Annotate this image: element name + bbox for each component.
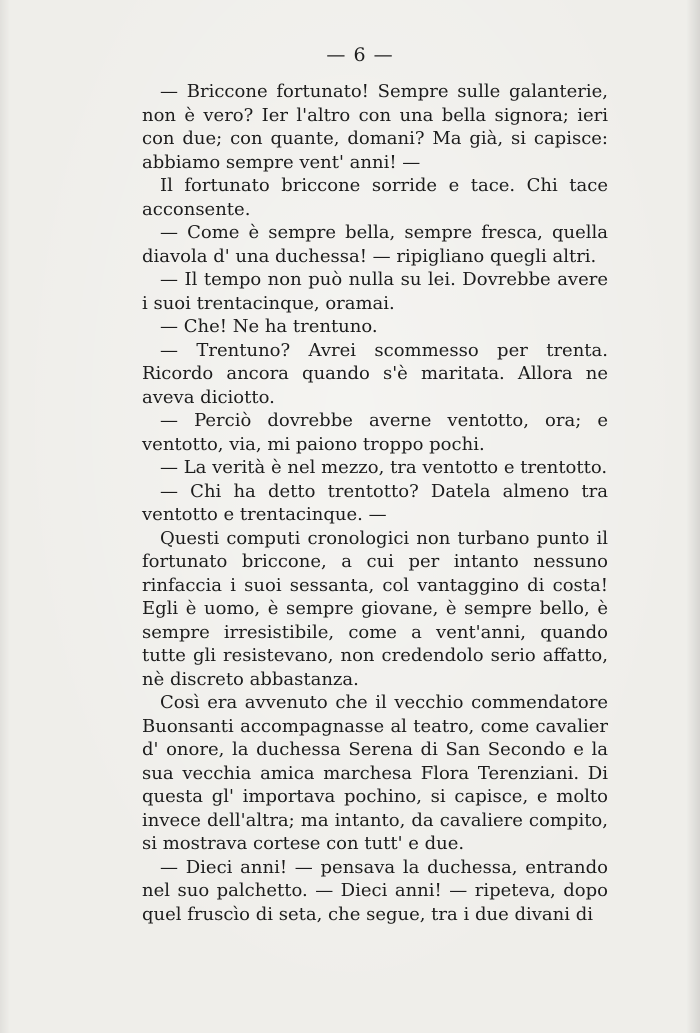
paragraph: Così era avvenuto che il vecchio commendatore Buonsanti accompagnasse al teatro, come cavalier d' onore, la duchessa Serena di San Secondo e la sua vecchia amica marchesa Flora Terenziani. Di questa gl' importava pochino, si capisce, e molto invece dell'altra; ma intanto, da cavaliere compito, si mostrava cortese con tutt' e due. bbox=[142, 692, 608, 854]
paragraph: Questi computi cronologici non turbano punto il fortunato briccone, a cui per intanto nessuno rinfaccia i suoi sessanta, col vantaggino di costa! Egli è uomo, è sempre giovane, è sempre bello, è sempre irresistibile, come a vent'anni, quando tutte gli resistevano, non credendolo serio affatto, nè discreto abbastanza. bbox=[142, 527, 608, 690]
paragraph: — Trentuno? Avrei scommesso per trenta. Ricordo ancora quando s'è maritata. Allora ne aveva diciotto. bbox=[142, 339, 608, 408]
paragraph: — La verità è nel mezzo, tra ventotto e trentotto. bbox=[160, 457, 608, 478]
paragraph: — Come è sempre bella, sempre fresca, quella diavola d' una duchessa! — ripigliano quegli altri. bbox=[142, 222, 608, 267]
paragraph: — Il tempo non può nulla su lei. Dovrebbe avere i suoi trentacinque, oramai. bbox=[142, 269, 608, 314]
page-edge-shadow-right bbox=[686, 0, 700, 1033]
paragraph: — Perciò dovrebbe averne ventotto, ora; e ventotto, via, mi paiono troppo pochi. bbox=[142, 410, 608, 455]
paragraph: — Dieci anni! — pensava la duchessa, entrando nel suo palchetto. — Dieci anni! — ripeteva, dopo quel fruscìo di seta, che segue, tra i due divani di bbox=[142, 856, 608, 925]
page-edge-shadow-left bbox=[0, 0, 10, 1033]
paragraph: — Che! Ne ha trentuno. bbox=[160, 316, 378, 337]
paragraph: — Chi ha detto trentotto? Datela almeno tra ventotto e trentacinque. — bbox=[142, 480, 608, 525]
paragraph: Il fortunato briccone sorride e tace. Chi tace acconsente. bbox=[142, 175, 608, 220]
body-text bbox=[142, 80, 608, 926]
page-number: — 6 — bbox=[326, 44, 394, 66]
paragraph: — Briccone fortunato! Sempre sulle galanterie, non è vero? Ier l'altro con una bella signora; ieri con due; con quante, domani? Ma già, si capisce: abbiamo sempre vent' anni! — bbox=[142, 81, 608, 173]
